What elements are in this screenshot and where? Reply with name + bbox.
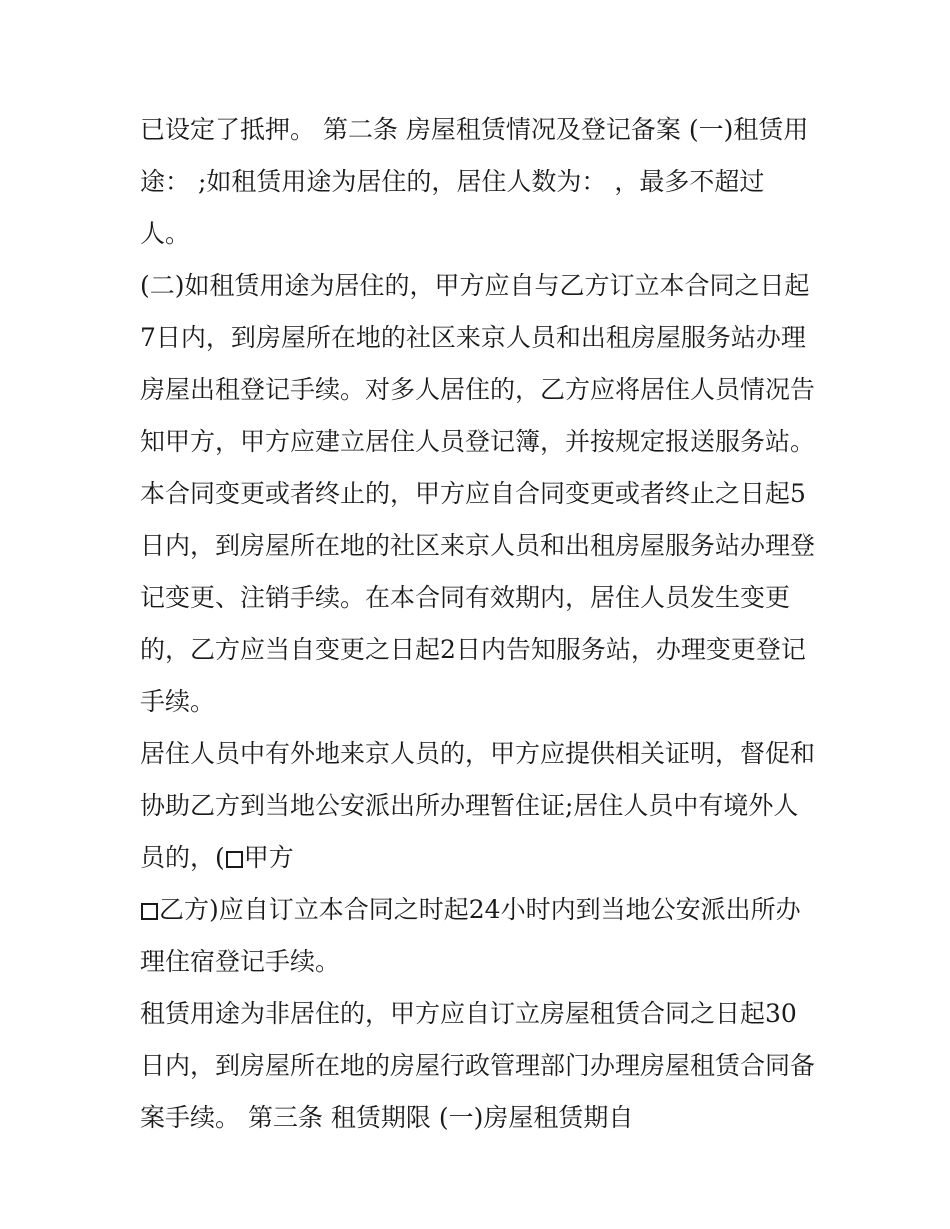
text-line: 记变更、注销手续。在本合同有效期内，居住人员发生变更 bbox=[140, 583, 791, 612]
checkbox-party-a-icon[interactable] bbox=[226, 851, 243, 868]
text-line: 人。 bbox=[140, 219, 191, 248]
text-line: 日内，到房屋所在地的社区来京人员和出租房屋服务站办理登 bbox=[140, 531, 816, 560]
text-line: (二)如租赁用途为居住的，甲方应自与乙方订立本合同之日起 bbox=[140, 271, 810, 300]
text-line: 已设定了抵押。 第二条 房屋租赁情况及登记备案 (一)租赁用 bbox=[140, 115, 809, 144]
text-line: 途： ;如租赁用途为居住的，居住人数为： ，最多不超过 bbox=[140, 167, 765, 196]
text-line: 租赁用途为非居住的，甲方应自订立房屋租赁合同之日起30 bbox=[140, 999, 797, 1028]
text-line-with-checkbox bbox=[140, 884, 830, 936]
line-text-before: 员的，( bbox=[140, 843, 225, 872]
text-line-with-checkbox bbox=[140, 832, 830, 884]
text-line: 本合同变更或者终止的，甲方应自合同变更或者终止之日起5 bbox=[140, 479, 806, 508]
text-line: 知甲方，甲方应建立居住人员登记簿，并按规定报送服务站。 bbox=[140, 427, 816, 456]
line-text-after: 乙方)应自订立本合同之时起24小时内到当地公安派出所办 bbox=[159, 895, 801, 924]
text-line: 房屋出租登记手续。对多人居住的，乙方应将居住人员情况告 bbox=[140, 375, 816, 404]
text-line: 日内，到房屋所在地的房屋行政管理部门办理房屋租赁合同备 bbox=[140, 1051, 816, 1080]
line-text-after: 甲方 bbox=[243, 843, 294, 872]
text-line: 理住宿登记手续。 bbox=[140, 947, 341, 976]
text-line: 居住人员中有外地来京人员的，甲方应提供相关证明，督促和 bbox=[140, 739, 816, 768]
checkbox-party-b-icon[interactable] bbox=[141, 903, 158, 920]
text-line: 的，乙方应当自变更之日起2日内告知服务站，办理变更登记 bbox=[140, 635, 806, 664]
text-line: 7日内，到房屋所在地的社区来京人员和出租房屋服务站办理 bbox=[140, 323, 806, 352]
text-line: 协助乙方到当地公安派出所办理暂住证;居住人员中有境外人 bbox=[140, 791, 799, 820]
contract-text bbox=[140, 104, 830, 1144]
text-line: 案手续。 第三条 租赁期限 (一)房屋租赁期自 bbox=[140, 1103, 634, 1132]
text-line: 手续。 bbox=[140, 687, 216, 716]
